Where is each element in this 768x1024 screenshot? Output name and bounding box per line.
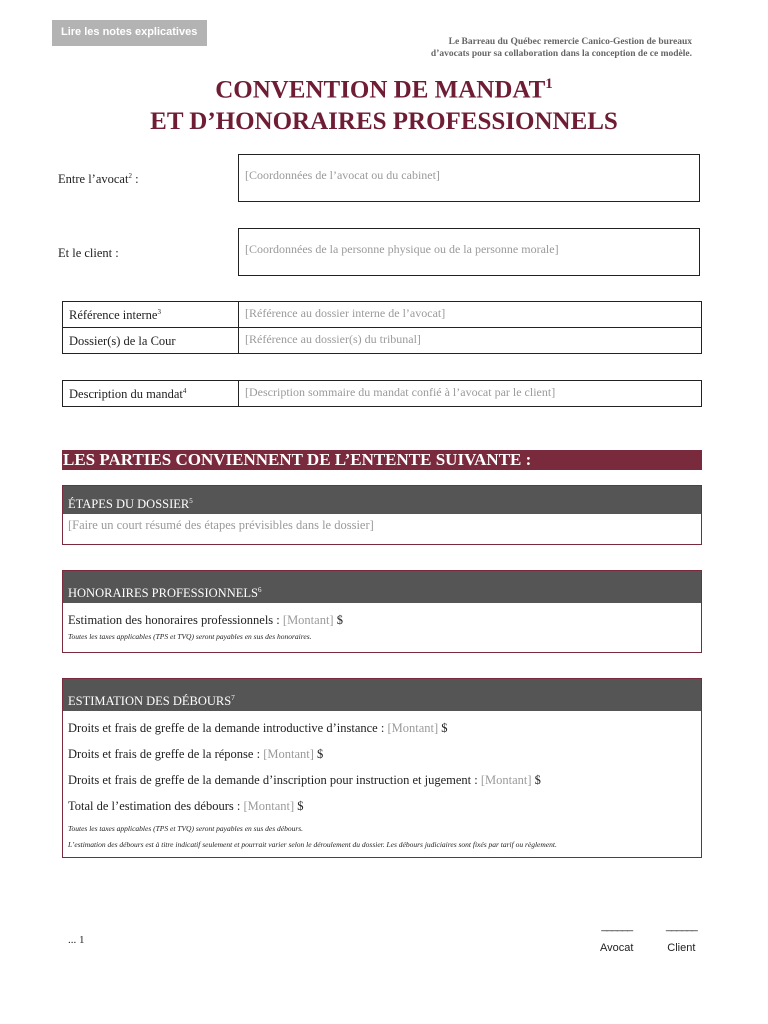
disbursement-currency: $ bbox=[438, 721, 448, 735]
internal-reference-field[interactable]: [Référence au dossier interne de l’avocat] bbox=[245, 306, 446, 320]
steps-heading-text: ÉTAPES DU DOSSIER bbox=[68, 497, 190, 512]
disbursements-section bbox=[62, 678, 702, 858]
disbursement-total-amount-field[interactable]: [Montant] bbox=[243, 799, 295, 813]
disbursement-currency: $ bbox=[313, 747, 324, 761]
internal-reference-footnote-ref: 3 bbox=[157, 308, 161, 316]
title-text: CONVENTION DE MANDAT bbox=[215, 76, 546, 104]
fees-heading bbox=[63, 571, 701, 603]
fees-footnote-ref: 6 bbox=[257, 586, 262, 594]
disbursements-estimate-note: L’estimation des débours est à titre indicatif seulement et pourrait varier selon le déroulement du dossier. Les débours judiciaires sont fixés par tarif ou règlement. bbox=[68, 840, 557, 849]
steps-heading bbox=[63, 486, 701, 514]
disbursement-total-currency: $ bbox=[294, 799, 304, 813]
disbursement-amount-field[interactable]: [Montant] bbox=[480, 773, 532, 787]
fees-currency: $ bbox=[333, 613, 343, 627]
fees-estimate-line bbox=[63, 603, 701, 628]
internal-reference-text: Référence interne bbox=[69, 308, 158, 323]
mandate-description-row bbox=[62, 380, 702, 407]
lawyer-footnote-ref: 2 bbox=[128, 172, 132, 180]
fees-taxes-note: Toutes les taxes applicables (TPS et TVQ) seront payables en sus des honoraires. bbox=[68, 632, 312, 641]
agreement-banner: LES PARTIES CONVIENNENT DE L’ENTENTE SUIVANTE : bbox=[62, 450, 702, 470]
title-footnote-ref: 1 bbox=[545, 76, 553, 92]
disbursements-heading-text: ESTIMATION DES DÉBOURS bbox=[68, 694, 232, 709]
disbursement-amount-field[interactable]: [Montant] bbox=[263, 747, 314, 761]
internal-reference-row bbox=[62, 301, 702, 328]
client-initials-block bbox=[666, 920, 697, 954]
fees-estimate-label: Estimation des honoraires professionnels : bbox=[68, 613, 283, 627]
lawyer-initials-label: Avocat bbox=[600, 942, 634, 954]
court-file-row bbox=[62, 327, 702, 354]
acknowledgement-text bbox=[431, 36, 692, 60]
page-continuation-marker: ... 1 bbox=[68, 934, 85, 946]
court-file-field[interactable]: [Référence au dossier(s) du tribunal] bbox=[245, 332, 421, 346]
client-label: Et le client : bbox=[58, 246, 119, 260]
lawyer-label bbox=[58, 172, 139, 187]
fees-section bbox=[62, 570, 702, 653]
read-notes-button[interactable]: Lire les notes explicatives bbox=[52, 20, 207, 46]
mandate-description-label bbox=[63, 381, 239, 406]
fees-amount-field[interactable]: [Montant] bbox=[282, 613, 334, 627]
court-file-label: Dossier(s) de la Cour bbox=[63, 328, 239, 353]
client-details-field[interactable]: [Coordonnées de la personne physique ou de la personne morale] bbox=[238, 228, 700, 276]
lawyer-initials-block bbox=[600, 920, 633, 954]
lawyer-label-suffix: : bbox=[131, 172, 139, 187]
disbursement-line-label: Droits et frais de greffe de la demande introductive d’instance : bbox=[68, 721, 388, 735]
steps-footnote-ref: 5 bbox=[189, 497, 193, 505]
acknowledgement-line-1: Le Barreau du Québec remercie Canico-Gestion de bureaux bbox=[448, 37, 692, 47]
disbursement-total-label: Total de l’estimation des débours : bbox=[68, 799, 244, 813]
mandate-description-text: Description du mandat bbox=[69, 387, 183, 402]
mandate-footnote-ref: 4 bbox=[182, 387, 187, 395]
disbursement-line bbox=[63, 737, 701, 763]
lawyer-details-field[interactable]: [Coordonnées de l’avocat ou du cabinet] bbox=[238, 154, 700, 202]
client-initials-label: Client bbox=[667, 942, 696, 954]
disbursements-taxes-note: Toutes les taxes applicables (TPS et TVQ) seront payables en sus des débours. bbox=[68, 824, 304, 833]
fees-heading-text: HONORAIRES PROFESSIONNELS bbox=[68, 586, 258, 601]
internal-reference-label bbox=[63, 302, 239, 327]
lawyer-label-text: Entre l’avocat bbox=[58, 172, 129, 187]
document-title-line-2: ET D’HONORAIRES PROFESSIONNELS bbox=[150, 108, 618, 135]
document-title-line-1 bbox=[0, 76, 768, 104]
disbursements-heading bbox=[63, 679, 701, 711]
disbursement-total-line bbox=[63, 789, 701, 815]
disbursement-line bbox=[63, 763, 701, 789]
lawyer-initials-line[interactable]: ______ bbox=[601, 920, 633, 932]
disbursements-footnote-ref: 7 bbox=[231, 694, 235, 702]
disbursement-currency: $ bbox=[531, 773, 541, 787]
disbursement-amount-field[interactable]: [Montant] bbox=[387, 721, 439, 735]
steps-field[interactable]: [Faire un court résumé des étapes prévisibles dans le dossier] bbox=[68, 518, 374, 532]
disbursement-line-label: Droits et frais de greffe de la demande d’inscription pour instruction et jugement : bbox=[68, 773, 481, 787]
mandate-description-field[interactable]: [Description sommaire du mandat confié à l’avocat par le client] bbox=[245, 385, 556, 399]
client-initials-line[interactable]: ______ bbox=[666, 920, 697, 932]
disbursement-line-label: Droits et frais de greffe de la réponse : bbox=[68, 747, 264, 761]
disbursement-line bbox=[63, 711, 701, 737]
steps-section bbox=[62, 485, 702, 545]
acknowledgement-line-2: d’avocats pour sa collaboration dans la conception de ce modèle. bbox=[430, 49, 692, 59]
